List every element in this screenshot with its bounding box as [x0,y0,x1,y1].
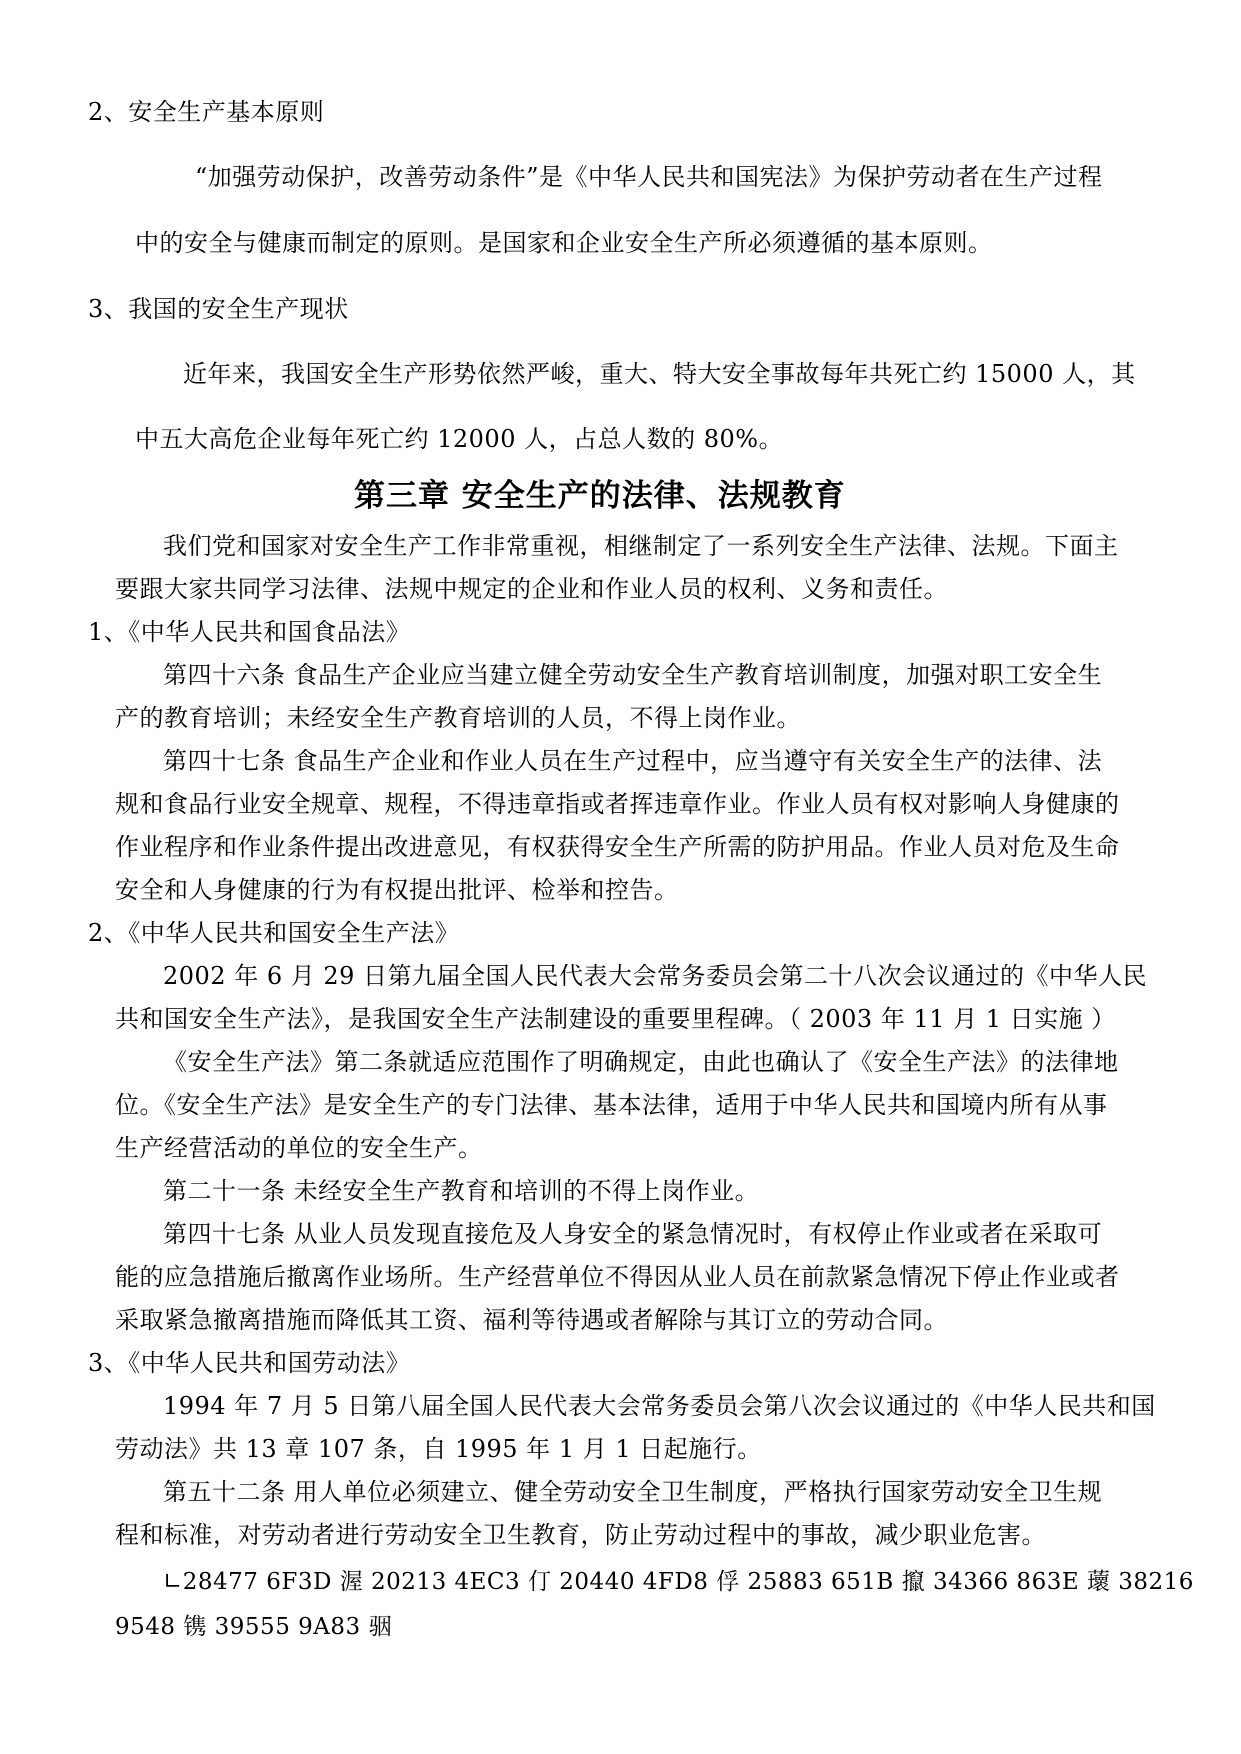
paragraph-line: “加强劳动保护，改善劳动条件”是《中华人民共和国宪法》为保护劳动者在生产过程 [195,163,1103,191]
paragraph-line: 规和食品行业安全规章、规程，不得违章指或者挥违章作业。作业人员有权对影响人身健康的 [115,790,1120,818]
paragraph-line: 生产经营活动的单位的安全生产。 [115,1134,483,1162]
paragraph-line: 位。《安全生产法》是安全生产的专门法律、基本法律，适用于中华人民共和国境内所有从事 [115,1091,1108,1119]
paragraph-line: 共和国安全生产法》，是我国安全生产法制建设的重要里程碑。（ 2003 年 11 月 1 日实施 ） [115,1005,1116,1033]
paragraph-line: 中五大高危企业每年死亡约 12000 人，占总人数的 80%。 [135,425,784,453]
law-heading-safety: 2、《中华人民共和国安全生产法》 [88,919,460,947]
paragraph-line: 第二十一条 未经安全生产教育和培训的不得上岗作业。 [163,1177,760,1205]
paragraph-line: 近年来，我国安全生产形势依然严峻，重大、特大安全事故每年共死亡约 15000 人，其 [183,360,1136,388]
law-heading-food: 1、《中华人民共和国食品法》 [88,618,411,646]
paragraph-line: 程和标准，对劳动者进行劳动安全卫生教育，防止劳动过程中的事故，减少职业危害。 [115,1521,1046,1549]
paragraph-line: 作业程序和作业条件提出改进意见，有权获得安全生产所需的防护用品。作业人员对危及生命 [115,833,1120,861]
paragraph-line: 第五十二条 用人单位必须建立、健全劳动安全卫生制度，严格执行国家劳动安全卫生规 [163,1478,1103,1506]
paragraph-line: 1994 年 7 月 5 日第八届全国人民代表大会常务委员会第八次会议通过的《中华人民共和国 [163,1392,1156,1420]
chapter-title: 第三章 安全生产的法律、法规教育 [354,478,846,514]
paragraph-line: 安全和人身健康的行为有权提出批评、检举和控告。 [115,876,679,904]
section-heading-status: 3、我国的安全生产现状 [88,295,349,323]
paragraph-line: 我们党和国家对安全生产工作非常重视，相继制定了一系列安全生产法律、法规。下面主 [163,532,1119,560]
paragraph-line: 能的应急措施后撤离作业场所。生产经营单位不得因从业人员在前款紧急情况下停止作业或者 [115,1263,1120,1291]
paragraph-line: 产的教育培训；未经安全生产教育培训的人员，不得上岗作业。 [115,704,801,732]
section-heading-principles: 2、安全生产基本原则 [88,98,325,126]
garbled-code-line: 9548 镌 39555 9A83 骃 [115,1614,392,1640]
paragraph-line: 《安全生产法》第二条就适应范围作了明确规定，由此也确认了《安全生产法》的法律地 [163,1048,1119,1076]
garbled-code-line: ∟28477 6F3D 渥 20213 4EC3 仃 20440 4FD8 俘 25883 651B 攛 34366 863E 蘾 38216 [163,1569,1194,1595]
law-heading-labor: 3、《中华人民共和国劳动法》 [88,1349,411,1377]
paragraph-line: 第四十七条 食品生产企业和作业人员在生产过程中，应当遵守有关安全生产的法律、法 [163,747,1103,775]
paragraph-line: 中的安全与健康而制定的原则。是国家和企业安全生产所必须遵循的基本原则。 [135,229,993,257]
paragraph-line: 2002 年 6 月 29 日第九届全国人民代表大会常务委员会第二十八次会议通过的《中华人民 [163,962,1148,990]
paragraph-line: 要跟大家共同学习法律、法规中规定的企业和作业人员的权利、义务和责任。 [115,575,948,603]
paragraph-line: 采取紧急撤离措施而降低其工资、福利等待遇或者解除与其订立的劳动合同。 [115,1306,948,1334]
paragraph-line: 第四十六条 食品生产企业应当建立健全劳动安全生产教育培训制度，加强对职工安全生 [163,661,1103,689]
paragraph-line: 第四十七条 从业人员发现直接危及人身安全的紧急情况时，有权停止作业或者在采取可 [163,1220,1103,1248]
paragraph-line: 劳动法》共 13 章 107 条，自 1995 年 1 月 1 日起施行。 [115,1435,762,1463]
